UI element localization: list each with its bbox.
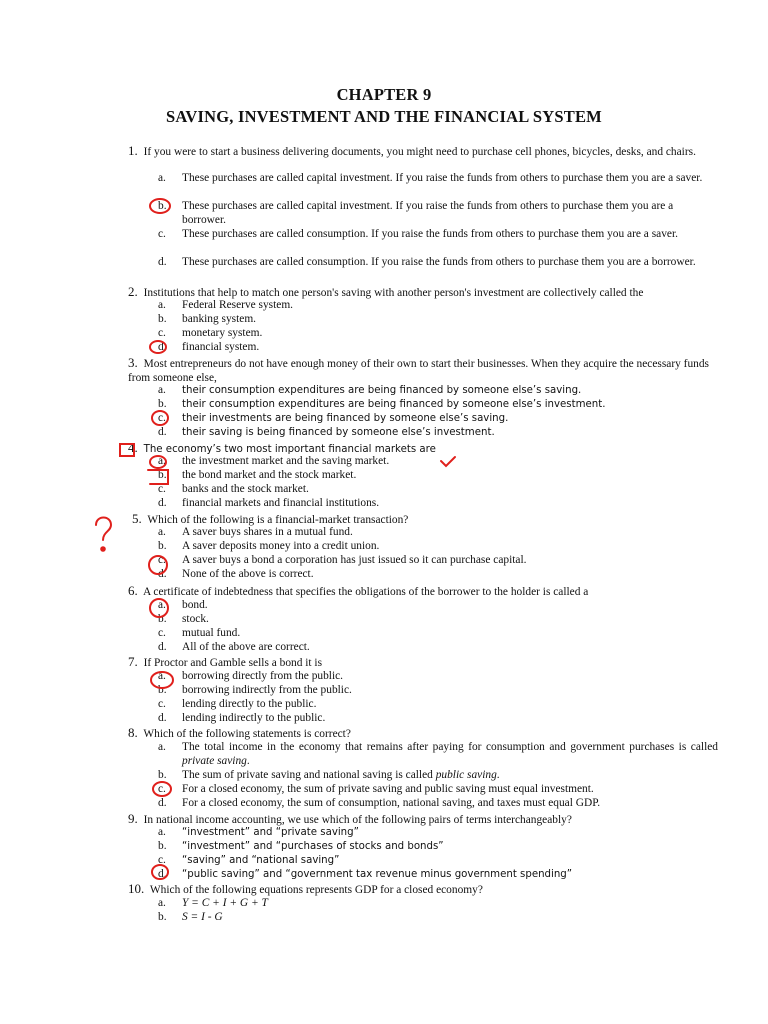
question-3 (128, 356, 716, 386)
option-text-part: . (246, 754, 250, 767)
option-letter: a. (158, 741, 166, 753)
question-number: 5. (132, 511, 142, 526)
option-text-part: The total income in the economy that remains after paying for consumption and government purchases is called (182, 741, 718, 753)
option-text-part: . (496, 769, 500, 781)
option-text: monetary system. (182, 327, 263, 339)
option-text: lending directly to the public. (182, 698, 317, 710)
option-text: Federal Reserve system. (182, 299, 294, 311)
option-text: These purchases are called capital investment. If you raise the funds from others to purchase them you are a borrower. (182, 200, 674, 226)
option-letter: a. (158, 526, 166, 538)
option-letter: b. (158, 200, 167, 212)
question-text: Which of the following is a financial-market transaction? (147, 514, 409, 526)
question-number: 10. (128, 881, 145, 896)
equation-text: Y = C + I + G + T (182, 897, 268, 909)
option-text: banking system. (182, 313, 257, 325)
question-7 (128, 655, 716, 671)
question-text: In national income accounting, we use which of the following pairs of terms interchangeably? (143, 814, 572, 826)
option-letter: a. (158, 599, 166, 611)
option-text: their saving is being financed by someone else’s investment. (182, 427, 495, 438)
option-text: “investment” and “purchases of stocks and bonds” (182, 841, 444, 852)
question-number: 3. (128, 355, 138, 370)
option-letter: b. (158, 469, 167, 481)
question-mark-dot (101, 547, 105, 551)
option-text (182, 741, 718, 769)
question-number: 9. (128, 811, 138, 826)
question-number: 8. (128, 725, 138, 740)
option-letter: c. (158, 483, 166, 495)
option-text: For a closed economy, the sum of private saving and public saving must equal investment. (182, 783, 594, 795)
option-text: financial system. (182, 341, 260, 353)
option-letter: b. (158, 540, 167, 552)
option-letter: d. (158, 426, 167, 438)
question-number: 4. (128, 440, 138, 455)
option-letter: a. (158, 826, 166, 838)
option-letter: d. (158, 868, 167, 880)
option-letter: c. (158, 327, 166, 339)
question-text: A certificate of indebtedness that specifies the obligations of the borrower to the holder is called a (142, 586, 589, 598)
option-letter: c. (158, 627, 166, 639)
option-letter: b. (158, 840, 167, 852)
question-text: If you were to start a business delivering documents, you might need to purchase cell phones, bicycles, desks, and chairs. (143, 146, 696, 158)
option-text: financial markets and financial institutions. (182, 497, 380, 509)
option-letter: b. (158, 769, 167, 781)
question-number: 7. (128, 654, 138, 669)
question-10 (128, 882, 716, 898)
chapter-heading: CHAPTER 9 (336, 85, 432, 104)
option-letter: d. (158, 256, 167, 268)
option-text: All of the above are correct. (182, 641, 310, 653)
option-text: borrowing directly from the public. (182, 670, 344, 682)
option-letter: c. (158, 228, 166, 240)
option-text: their investments are being financed by someone else’s saving. (182, 413, 509, 424)
option-letter: a. (158, 455, 166, 467)
chapter-title: SAVING, INVESTMENT AND THE FINANCIAL SYSTEM (166, 107, 602, 126)
option-letter: d. (158, 341, 167, 353)
question-text: Most entrepreneurs do not have enough money of their own to start their businesses. When they acquire the necessary funds from someone else, (128, 358, 709, 384)
option-text: A saver deposits money into a credit union. (182, 540, 380, 552)
question-1 (128, 144, 716, 160)
question-text: Which of the following statements is correct? (143, 728, 351, 740)
question-text: The economy’s two most important financial markets are (143, 444, 436, 455)
option-text: For a closed economy, the sum of consumption, national saving, and taxes must equal GDP. (182, 797, 601, 809)
term-emphasis: public saving (435, 769, 497, 781)
option-text: These purchases are called consumption. If you raise the funds from others to purchase them you are a saver. (182, 228, 678, 240)
option-letter: d. (158, 712, 167, 724)
option-text: lending indirectly to the public. (182, 712, 326, 724)
question-mark-stroke (96, 518, 111, 541)
option-text: borrowing indirectly from the public. (182, 684, 352, 696)
option-letter: d. (158, 497, 167, 509)
option-text-part: The sum of private saving and national saving is called (182, 769, 436, 781)
term-emphasis: private saving (182, 754, 247, 767)
option-letter: b. (158, 313, 167, 325)
option-letter: c. (158, 698, 166, 710)
question-text: If Proctor and Gamble sells a bond it is (143, 657, 323, 669)
option-letter: c. (158, 783, 166, 795)
option-letter: d. (158, 568, 167, 580)
option-text: A saver buys a bond a corporation has just issued so it can purchase capital. (182, 554, 527, 566)
option-letter: b. (158, 613, 167, 625)
question-number: 6. (128, 583, 138, 598)
option-text: “saving” and “national saving” (182, 855, 340, 866)
option-text: “investment” and “private saving” (182, 827, 359, 838)
question-number: 2. (128, 284, 138, 299)
option-text: stock. (182, 613, 209, 625)
option-text (182, 769, 718, 783)
option-letter: b. (158, 398, 167, 410)
option-text: the investment market and the saving market. (182, 455, 390, 467)
question-text: Which of the following equations represents GDP for a closed economy? (149, 884, 483, 896)
equation-text: S = I - G (182, 911, 223, 923)
option-text: A saver buys shares in a mutual fund. (182, 526, 353, 538)
option-text: “public saving” and “government tax revenue minus government spending” (182, 869, 573, 880)
option-text: bond. (182, 599, 208, 611)
question-6 (128, 584, 716, 600)
option-letter: b. (158, 911, 167, 923)
option-text: These purchases are called consumption. If you raise the funds from others to purchase them you are a borrower. (182, 256, 696, 268)
option-letter: c. (158, 854, 166, 866)
option-letter: d. (158, 641, 167, 653)
option-text: banks and the stock market. (182, 483, 309, 495)
option-text: their consumption expenditures are being financed by someone else’s investment. (182, 399, 606, 410)
option-text: None of the above is correct. (182, 568, 314, 580)
option-text: their consumption expenditures are being financed by someone else’s saving. (182, 385, 582, 396)
option-letter: a. (158, 172, 166, 184)
option-text: the bond market and the stock market. (182, 469, 357, 481)
option-letter: b. (158, 684, 167, 696)
option-letter: c. (158, 412, 166, 424)
option-text: mutual fund. (182, 627, 241, 639)
option-letter: d. (158, 797, 167, 809)
option-text: These purchases are called capital investment. If you raise the funds from others to purchase them you are a saver. (182, 172, 703, 184)
option-letter: a. (158, 670, 166, 682)
option-letter: a. (158, 384, 166, 396)
option-letter: a. (158, 299, 166, 311)
question-8 (128, 726, 716, 742)
option-letter: c. (158, 554, 166, 566)
question-text: Institutions that help to match one person's saving with another person's investment are collectively called the (143, 287, 644, 299)
question-number: 1. (128, 143, 138, 158)
option-letter: a. (158, 897, 166, 909)
